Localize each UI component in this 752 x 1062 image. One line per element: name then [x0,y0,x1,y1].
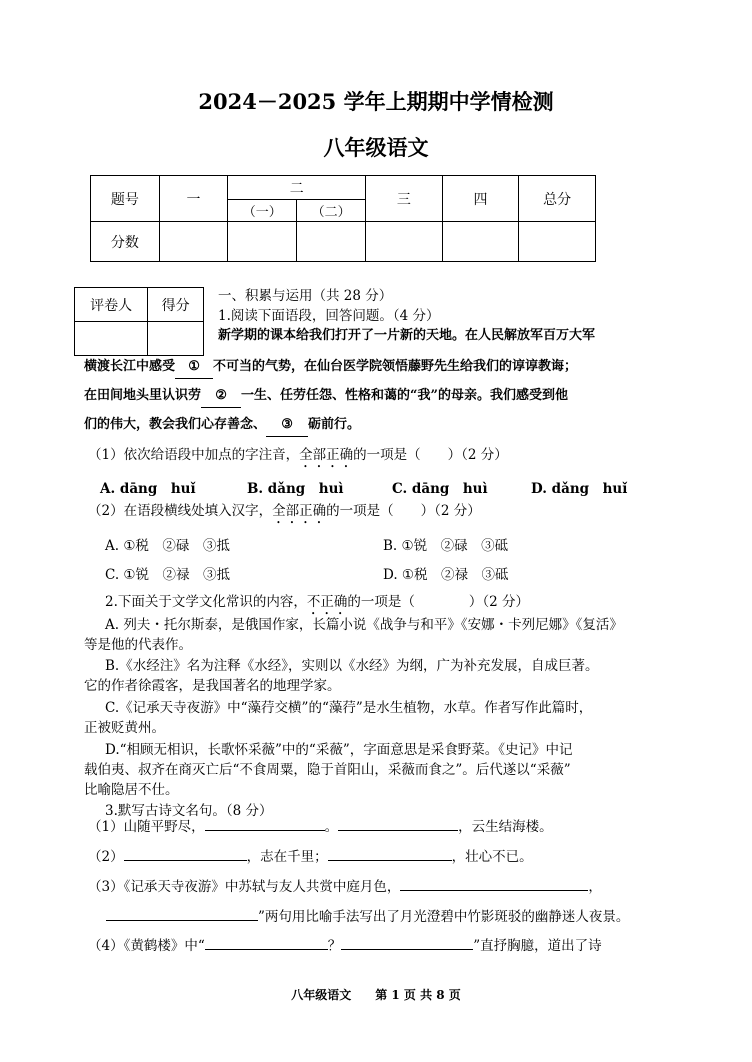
option-c: C. dāng huì [392,481,488,497]
question-2-prompt: 2.下面关于文学文化常识的内容，不正确的一项是（ ）（2 分） [105,594,530,610]
score-cell [148,322,204,356]
score-cell [159,222,228,262]
option-b-line: 它的作者徐霞客，是我国著名的地理学家。 [84,678,341,694]
answer-blank[interactable] [205,949,328,950]
option-b-line: B.《水经注》名为注释《水经》，实则以《水经》为纲，广为补充发展，自成巨著。 [105,658,599,674]
score-table-header-2: 二 [228,176,366,200]
option-d-line: 比喻隐居不仕。 [84,782,179,798]
option-d: D. ①税 ②禄 ③砥 [383,567,509,583]
option-d-line: D.“相顾无相识，长歌怀采薇”中的“采薇”，字面意思是采食野菜。《史记》中记 [105,742,573,758]
score-table-sub-2: （二） [297,200,366,222]
option-a-line: 等是他的代表作。 [84,637,192,653]
score-table-score-label: 分数 [91,222,160,262]
grader-label: 评卷人 [75,288,148,322]
score-table-header-4: 四 [442,176,519,222]
question-3-3-cont: ”两句用比喻手法写出了月光澄碧中竹影斑驳的幽静迷人夜景。 [106,906,629,928]
answer-blank[interactable] [106,920,258,921]
score-label: 得分 [148,288,204,322]
question-3-prompt: 3.默写古诗文名句。（8 分） [105,803,273,819]
question-3-3: （3）《记承天寺夜游》中苏轼与友人共赏中庭月色， ， [88,879,602,895]
passage-line: 们的伟大，教会我们心存善念、 ③ 砺前行。 [84,414,360,437]
question-1-prompt: 1.阅读下面语段，回答问题。（4 分） [218,308,440,324]
question-1-1: （1）依次给语段中加点的字注音，全部正确的一项是（ ）（2 分） [88,447,508,463]
page-title: 2024－2025 学年上期期中学情检测 [198,89,554,114]
option-a: A. dāng huǐ [100,481,196,497]
score-table [90,175,596,262]
question-3-4: （4）《黄鹤楼》中“ ？ ”直抒胸臆，道出了诗 [88,938,602,954]
answer-blank[interactable] [400,890,588,891]
score-cell [228,222,297,262]
option-a-line: A. 列夫・托尔斯泰，是俄国作家，长篇小说《战争与和平》《安娜・卡列尼娜》《复活》 [105,617,623,633]
score-cell [519,222,596,262]
option-a: A. ①税 ②碌 ③抵 [105,538,230,554]
passage-line: 在田间地头里认识劳 ② 一生、任劳任怨、性格和蔼的“我”的母亲。我们感受到他 [84,385,568,408]
answer-blank[interactable] [124,860,247,861]
option-d: D. dǎng huǐ [531,481,628,497]
grader-table [74,287,204,356]
score-table-sub-1: （一） [228,200,297,222]
answer-blank[interactable] [341,949,473,950]
passage-line: 新学期的课本给我们打开了一片新的天地。在人民解放军百万大军 [218,328,596,343]
score-table-header-number: 题号 [91,176,160,222]
score-cell [297,222,366,262]
option-c: C. ①锐 ②禄 ③抵 [105,567,231,583]
grader-cell [75,322,148,356]
option-d-line: 载伯夷、叔齐在商灭亡后“不食周粟，隐于首阳山，采薇而食之”。后代遂以“采薇” [84,762,571,778]
answer-blank[interactable] [328,860,452,861]
score-table-header-1: 一 [159,176,228,222]
option-b: B. dǎng huì [247,481,344,497]
score-table-header-total: 总分 [519,176,596,222]
option-c-line: C.《记承天寺夜游》中“藻荇交横”的“藻荇”是水生植物，水草。作者写作此篇时， [105,700,593,716]
score-cell [366,222,443,262]
score-table-header-3: 三 [366,176,443,222]
passage-line: 横渡长江中感受 ① 不可当的气势，在仙台医学院领悟藤野先生给我们的谆谆教诲； [84,356,577,379]
section-heading: 一、积累与运用（共 28 分） [218,288,393,304]
question-1-2: （2）在语段横线处填入汉字，全部正确的一项是（ ）（2 分） [88,503,481,519]
option-b: B. ①锐 ②碌 ③砥 [383,538,509,554]
score-cell [442,222,519,262]
page-footer: 八年级语文 第 1 页 共 8 页 [291,988,461,1002]
question-3-1: （1）山随平野尽， 。 ，云生结海楼。 [88,819,553,835]
option-c-line: 正被贬黄州。 [84,720,165,736]
answer-blank[interactable] [338,830,458,831]
page-subtitle: 八年级语文 [323,135,429,160]
question-3-2: （2） ，志在千里； ，壮心不已。 [88,849,533,865]
answer-blank[interactable] [205,830,325,831]
